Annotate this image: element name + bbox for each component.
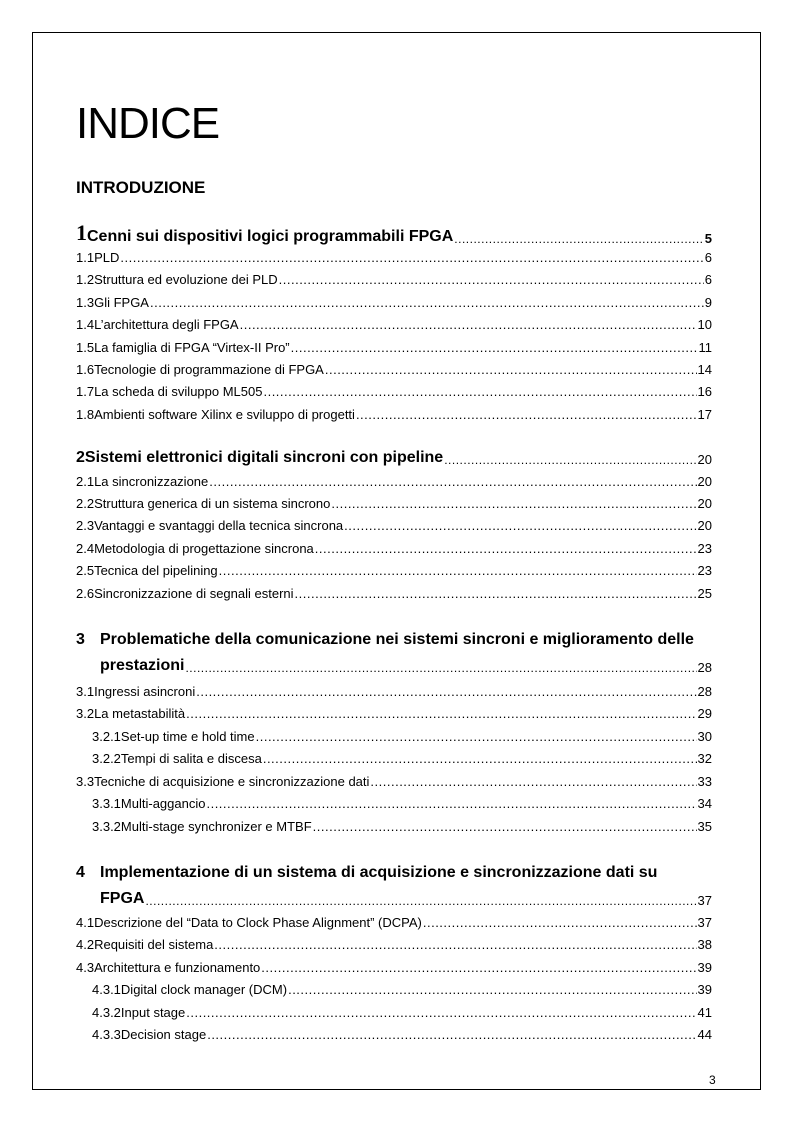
section-number: 1.7 [76, 384, 95, 399]
chapter-page: 37 [697, 893, 712, 908]
toc-section[interactable] [76, 915, 712, 930]
toc-subsection[interactable] [92, 819, 712, 834]
section-title: Requisiti del sistema [94, 937, 214, 952]
section-page: 20 [697, 518, 712, 533]
toc-subsection[interactable] [92, 796, 712, 811]
section-title: L’architettura degli FPGA [94, 317, 239, 332]
section-page: 41 [697, 1005, 712, 1020]
section-page: 25 [697, 586, 712, 601]
toc-section[interactable] [76, 937, 712, 952]
section-number: 3.3.1 [92, 796, 121, 811]
chapter-title: Sistemi elettronici digitali sincroni con pipeline [84, 449, 444, 466]
section-title: La sincronizzazione [94, 474, 209, 489]
section-number: 4.3.2 [92, 1005, 121, 1020]
dot-leader [219, 563, 697, 578]
section-page: 14 [697, 362, 712, 377]
section-title: Struttura ed evoluzione dei PLD [94, 272, 278, 287]
section-title: Multi-aggancio [120, 796, 206, 811]
section-page: 23 [697, 541, 712, 556]
section-title: La famiglia di FPGA “Virtex-II Pro” [94, 340, 290, 355]
dot-leader [240, 317, 697, 332]
section-number: 3.3.2 [92, 819, 121, 834]
dot-leader [261, 960, 696, 975]
toc-section[interactable] [76, 563, 712, 578]
chapter-page: 20 [697, 452, 712, 467]
section-number: 4.3.3 [92, 1027, 121, 1042]
section-number: 2.3 [76, 518, 95, 533]
section-title: Sincronizzazione di segnali esterni [94, 586, 294, 601]
dot-leader [454, 232, 703, 246]
section-page: 39 [697, 960, 712, 975]
dot-leader [145, 894, 696, 908]
chapter-number: 2 [76, 449, 85, 466]
section-title: Input stage [120, 1005, 186, 1020]
toc-section[interactable] [76, 960, 712, 975]
toc-subsection[interactable] [92, 1027, 712, 1042]
dot-leader [263, 751, 697, 766]
section-title: Descrizione del “Data to Clock Phase Alignment” (DCPA) [94, 915, 422, 930]
section-number: 4.1 [76, 915, 95, 930]
toc-section[interactable] [76, 474, 712, 489]
toc-subsection[interactable] [92, 729, 712, 744]
toc-section[interactable] [76, 496, 712, 511]
section-page: 44 [697, 1027, 712, 1042]
section-page: 16 [697, 384, 712, 399]
toc-section[interactable] [76, 684, 712, 699]
section-page: 29 [697, 706, 712, 721]
section-page: 33 [697, 774, 712, 789]
section-number: 3.2.1 [92, 729, 121, 744]
toc-section[interactable] [76, 295, 712, 310]
toc-subsection[interactable] [92, 982, 712, 997]
section-page: 9 [704, 295, 712, 310]
dot-leader [120, 250, 703, 265]
section-title: Architettura e funzionamento [94, 960, 261, 975]
dot-leader [288, 982, 696, 997]
toc-section[interactable] [76, 250, 712, 265]
section-page: 30 [697, 729, 712, 744]
dot-leader [331, 496, 696, 511]
dot-leader [344, 518, 696, 533]
toc-subsection[interactable] [92, 1005, 712, 1020]
dot-leader [295, 586, 697, 601]
section-page: 17 [697, 407, 712, 422]
dot-leader [196, 684, 696, 699]
section-title: PLD [94, 250, 120, 265]
dot-leader [186, 706, 696, 721]
dot-leader [207, 1027, 696, 1042]
toc-subsection[interactable] [92, 751, 712, 766]
section-number: 1.3 [76, 295, 95, 310]
toc-section[interactable] [76, 586, 712, 601]
section-number: 2.2 [76, 496, 95, 511]
section-number: 2.6 [76, 586, 95, 601]
section-page: 6 [704, 250, 712, 265]
section-title: Tempi di salita e discesa [120, 751, 262, 766]
section-title: Struttura generica di un sistema sincrono [94, 496, 331, 511]
page-title: INDICE [76, 99, 220, 148]
toc-section[interactable] [76, 362, 712, 377]
section-page: 35 [697, 819, 712, 834]
section-number: 4.3.1 [92, 982, 121, 997]
toc-section[interactable] [76, 774, 712, 789]
dot-leader [370, 774, 696, 789]
toc-section[interactable] [76, 518, 712, 533]
section-title: Ingressi asincroni [94, 684, 196, 699]
dot-leader [279, 272, 704, 287]
toc-section[interactable] [76, 706, 712, 721]
section-title: Digital clock manager (DCM) [120, 982, 288, 997]
toc-section[interactable] [76, 340, 712, 355]
section-title: Ambienti software Xilinx e sviluppo di progetti [94, 407, 355, 422]
section-number: 1.5 [76, 340, 95, 355]
chapter-title: prestazioni [100, 657, 185, 674]
dot-leader [150, 295, 704, 310]
section-number: 3.2 [76, 706, 95, 721]
dot-leader [356, 407, 697, 422]
toc-section[interactable] [76, 384, 712, 399]
toc-chapter-3-line2[interactable] [100, 657, 712, 675]
section-number: 1.2 [76, 272, 95, 287]
section-number: 1.1 [76, 250, 95, 265]
dot-leader [214, 937, 696, 952]
section-page: 34 [697, 796, 712, 811]
chapter-title: Problematiche della comunicazione nei sistemi sincroni e miglioramento delle [100, 631, 694, 648]
section-page: 6 [704, 272, 712, 287]
chapter-number: 4 [76, 864, 85, 881]
dot-leader [291, 340, 698, 355]
section-page: 20 [697, 496, 712, 511]
dot-leader [206, 796, 696, 811]
dot-leader [423, 915, 697, 930]
section-page: 28 [697, 684, 712, 699]
section-number: 2.4 [76, 541, 95, 556]
dot-leader [209, 474, 696, 489]
toc-chapter-4-line2[interactable] [100, 890, 712, 908]
section-number: 1.8 [76, 407, 95, 422]
section-page: 38 [697, 937, 712, 952]
page-number: 3 [709, 1073, 716, 1087]
section-page: 10 [697, 317, 712, 332]
chapter-title: Cenni sui dispositivi logici programmabili FPGA [87, 228, 454, 245]
section-number: 1.4 [76, 317, 95, 332]
chapter-title: FPGA [100, 890, 145, 907]
section-title: Tecnologie di programmazione di FPGA [94, 362, 324, 377]
toc-chapter-1[interactable] [76, 220, 712, 246]
chapter-page: 5 [704, 231, 712, 246]
chapter-number: 1 [76, 220, 87, 245]
section-title: Vantaggi e svantaggi della tecnica sincrona [94, 518, 344, 533]
toc-section[interactable] [76, 317, 712, 332]
section-number: 3.1 [76, 684, 95, 699]
section-page: 39 [697, 982, 712, 997]
dot-leader [313, 819, 697, 834]
dot-leader [263, 384, 696, 399]
dot-leader [186, 1005, 696, 1020]
dot-leader [256, 729, 697, 744]
chapter-number: 3 [76, 631, 85, 648]
section-number: 2.5 [76, 563, 95, 578]
toc-chapter-2[interactable] [76, 449, 712, 467]
section-page: 23 [697, 563, 712, 578]
toc-section[interactable] [76, 407, 712, 422]
section-number: 3.2.2 [92, 751, 121, 766]
section-page: 32 [697, 751, 712, 766]
section-title: Tecniche di acquisizione e sincronizzazione dati [94, 774, 370, 789]
section-page: 11 [698, 340, 712, 355]
dot-leader [444, 453, 696, 467]
section-title: Gli FPGA [94, 295, 149, 310]
section-number: 1.6 [76, 362, 95, 377]
toc-introduction[interactable]: INTRODUZIONE [76, 178, 206, 197]
section-title: La scheda di sviluppo ML505 [94, 384, 263, 399]
toc-chapter-4-line1[interactable] [76, 864, 657, 882]
section-number: 2.1 [76, 474, 95, 489]
section-title: Tecnica del pipelining [94, 563, 218, 578]
toc-section[interactable] [76, 272, 712, 287]
section-number: 4.3 [76, 960, 95, 975]
chapter-title: Implementazione di un sistema di acquisizione e sincronizzazione dati su [100, 864, 658, 881]
section-title: Set-up time e hold time [120, 729, 255, 744]
section-title: Multi-stage synchronizer e MTBF [120, 819, 312, 834]
section-page: 20 [697, 474, 712, 489]
section-number: 4.2 [76, 937, 95, 952]
toc-section[interactable] [76, 541, 712, 556]
section-title: La metastabilità [94, 706, 186, 721]
toc-chapter-3-line1[interactable] [76, 631, 694, 649]
section-title: Metodologia di progettazione sincrona [94, 541, 314, 556]
chapter-page: 28 [697, 660, 712, 675]
section-number: 3.3 [76, 774, 95, 789]
dot-leader [325, 362, 697, 377]
section-page: 37 [697, 915, 712, 930]
dot-leader [185, 661, 696, 675]
dot-leader [315, 541, 697, 556]
section-title: Decision stage [120, 1027, 207, 1042]
